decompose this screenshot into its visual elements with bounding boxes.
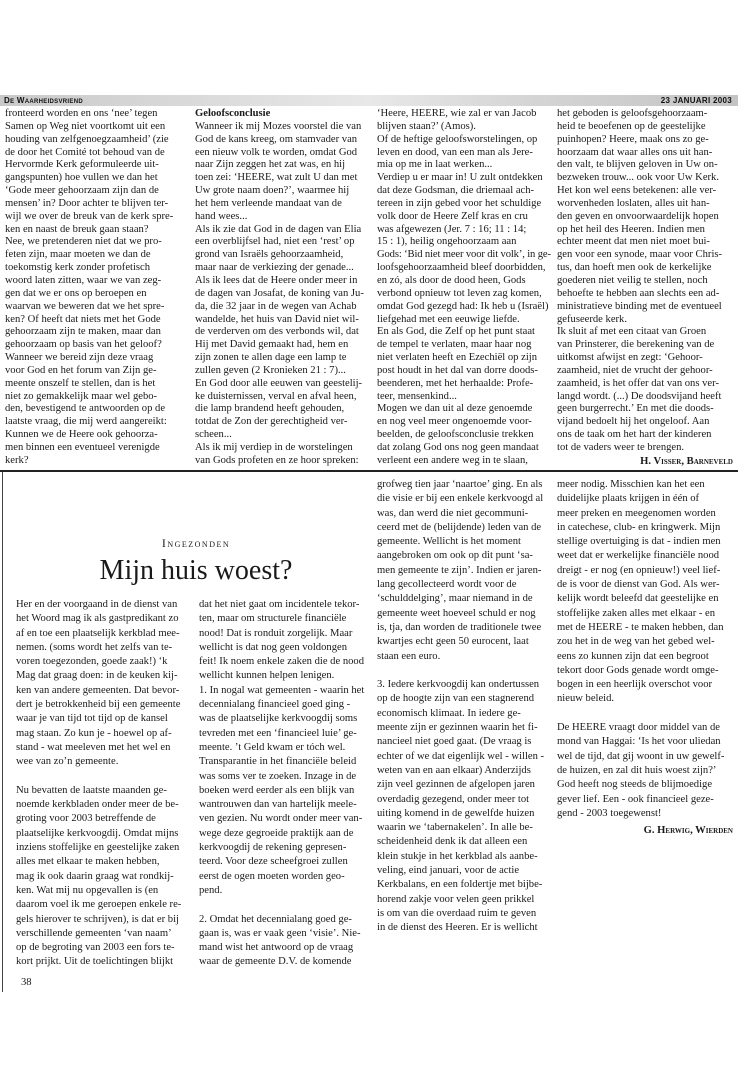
text-line: een overblijfsel had, niet een ‘rest’ op [195,236,355,248]
text-line: zou het in de weg van het gebed wel- [557,636,715,648]
text-line: gemeente. Wellicht is het moment [377,536,521,548]
text-line: ken van andere gemeenten. Dat bevor- [16,684,180,696]
text-line: mia op me in laat werken... [377,159,493,171]
text-line: bogen in een heerlijk overschot voor [557,679,713,691]
text-line: ten, maar om structurele financiële [199,613,347,625]
text-line: niet verlaten heeft en Ezechiël op zijn [377,352,538,364]
bottom-article-column-1 [16,598,194,970]
text-line: die visie er bij een enkele kerkvoogd al [377,493,544,505]
text-line: inziens stoffelijke en geestelijke zaken [16,842,180,854]
text-line: tekort door Gods genade wordt omge- [557,664,719,676]
text-line: van Prinsterer, die berekening van de [557,339,715,351]
text-line: toen zei: ‘HEERE, wat zult U dan met [195,172,358,184]
section-divider [0,470,738,472]
text-line: de dagen van Josafat, de koning van Ju- [195,287,364,299]
text-line: zaamheid, is het offer dat van ons ver- [557,377,719,389]
text-line: zullen geven (2 Kronieken 21 : 7)... [195,364,346,376]
article-title: Mijn huis woest? [99,555,293,586]
text-line: zaamheid, niet de vrucht der gehoor- [557,364,713,376]
text-line: Gods: ‘Bid niet meer voor dit volk’, in ge- [377,249,551,261]
text-line: Nu bevatten de laatste maanden ge- [16,784,167,796]
text-line: scheen... [195,429,232,441]
text-line: weten van en aan elkaar) Anderzijds [377,764,531,776]
column-rule [2,472,3,992]
text-line: gemeente weet hoeveel schuld er nog [377,607,536,619]
text-line: af en toe een plaatselijk kerkblad mee- [16,627,180,639]
text-line: goederen niet veilig te stellen, noch [557,274,708,286]
text-line: gefuseerde kerk. [557,313,627,325]
text-line: Samen op Weg niet voortkomt uit een [5,120,166,132]
text-line: klein stukje in het kerkblad als aanbe- [377,850,538,862]
text-line: mag staan. Zo kun je - hoewel op af- [16,727,172,739]
text-line: de door het Comité tot behoud van de [5,146,165,158]
text-line: hand wees... [195,210,248,222]
text-line: kerkvoogdij de rekening gepresen- [199,842,347,854]
text-line: En als God, die Zelf op het punt staat [377,326,535,338]
text-line: Kerkbalans, en een foldertje met bijbe- [377,879,543,891]
text-line: in catechese, club- en kringwerk. Mijn [557,521,721,533]
text-line: behoefte te hebben aan slechts een ad- [557,287,720,299]
top-article-column-1 [5,108,185,468]
text-line: Verdiep u er maar in! U zult ontdekken [377,172,543,184]
text-line: Geloofsconclusie [195,108,271,119]
text-line: nancieel niet goed gaat. (De vraag is [377,736,532,748]
text-line: meer nodig. Misschien kan het een [557,479,705,490]
text-line: kort prijkt. Uit de toelichtingen blijkt [16,956,174,968]
text-line: was soms ver te zoeken. Inzage in de [199,770,357,782]
text-line: kwartjes echt geen 50 eurocent, laat [377,636,529,648]
text-line: op de hoogte zijn van een stagnerend [377,693,535,705]
text-line: wellicht is dat nog geen voldongen [199,641,347,653]
text-line: gels hierover te schrijven), is dat er bij [16,913,179,925]
text-line: ‘Gode meer gehoorzaam zijn dan de [5,185,159,197]
text-line: Als ik mij verdiep in de worstelingen [195,441,353,453]
text-line: zijn veel gezinnen de afgelopen jaren [377,779,535,791]
paragraph-break [16,770,194,784]
text-line: Als ik zie dat God in de dagen van Elia [195,223,362,235]
text-line: scheidenheid denk ik dat alleen een [377,836,528,848]
text-line: waar de gemeente D.V. de komende [199,956,352,968]
text-line: tus, dan hoeft men ook de kerkelijke [557,262,712,274]
text-line: uiting komend in de gewelfde huizen [377,807,535,819]
text-line: voren toegezonden, goede zaak!) ‘k [16,656,168,668]
text-line: Hervormde Kerk geformuleerde uit- [5,159,159,171]
text-line: wee van zo’n gemeente. [16,756,119,768]
text-line: Mag dat graag doen: in de keuken kij- [16,670,178,682]
text-line: dert je betrokkenheid bij een gemeente [16,699,181,711]
text-line: de tempel te verlaten, maar haar nog [377,339,532,351]
text-line: nieuw beleid. [557,693,615,705]
text-line: verbond opnieuw tot leven zag komen, [377,287,542,299]
text-line: teerd. Voor deze scheefgroei zullen [199,856,348,868]
text-line: plaatselijke kerkvoogdij. Omdat mijns [16,827,179,839]
text-line: gehoorzaam op basis van het geloof? [5,339,162,351]
text-line: omdat God gezegd had: Ik heb u (Israël) [377,300,549,312]
text-line: gehoorzaam zijn te maken, maar dan [5,326,161,338]
text-line: stellige overtuiging is dat - indien men [557,536,721,548]
text-line: fronteerd worden en ons ‘nee’ tegen [5,108,158,119]
text-line: mag ik ook daarin graag wat rondkij- [16,870,174,882]
text-line: boeken werd eerder als een blijk van [199,784,355,796]
text-line: beenderen, met het herhaalde: Profe- [377,377,534,389]
text-line: totdat de Zon der gerechtigheid ver- [195,416,348,428]
text-line: dat zolang God ons nog geen mandaat [377,441,539,453]
text-line: de verderven om des verbonds wil, dat [195,326,359,338]
text-line: teer, mensenkind... [377,390,457,402]
text-line: kerk? [5,454,29,466]
text-line: gever lief. Een - ook financieel geze- [557,793,714,805]
text-line: tevreden met een ‘financieel luie’ ge- [199,727,357,739]
text-line: waarin we ‘tabernakelen’. In alle be- [377,822,533,834]
text-line: groting voor 2003 betreffende de [16,813,156,825]
text-line: lang gecollecteerd wordt voor de [377,579,517,591]
text-line: verleent een andere weg in te slaan, [377,454,528,466]
text-line: laatste vraag, die mij werd aangereikt: [5,416,167,428]
text-line: tereen in zijn gebed voor het schuldige [377,197,542,209]
text-line: duidelijke plaats krijgen in één of [557,493,700,505]
text-line: grofweg tien jaar ‘naartoe’ ging. En als [377,479,543,490]
text-line: decennialang financieel goed ging - [199,699,351,711]
text-line: En God door alle eeuwen van geestelij- [195,377,363,389]
text-line: pend. [199,884,223,896]
text-line: wandelde, het huis van David niet wil- [195,313,359,325]
text-line: ken. Wat mij nu opgevallen is (en [16,884,159,896]
text-line: ken en naast de breuk gaan staan? [5,223,149,235]
text-line: God heeft nog steeds de blijmoedige [557,779,713,791]
text-line: die lamp brandend heeft gehouden, [195,403,345,415]
text-line: dreigt - er nog (en opnieuw!) veel lief- [557,564,721,576]
text-line: ke duisternissen, verval en afval heen, [195,390,357,402]
text-line: Her en der voorgaand in de dienst van [16,599,178,610]
text-line: heid te beoefenen op de geestelijke [557,120,706,132]
text-line: ministratieve binding met de eventueel [557,300,722,312]
text-line: worvenheden loslaten, alles uit han- [557,197,710,209]
text-line: feten zijn, maar moeten we dan de [5,249,151,261]
text-line: Ik sluit af met een citaat van Groen [557,326,707,338]
text-line: woord laten zitten, waar we van zeg- [5,274,162,286]
text-line: gangspunten) hoe vullen we dan het [5,172,158,184]
text-line: de is voor de dienst van God. Als wer- [557,579,720,591]
top-article-column-2 [195,108,372,468]
top-article-column-4 [557,108,733,455]
text-line: toekomstig kerk zonder profetisch [5,262,151,274]
text-line: voor God en het forum van Zijn ge- [5,364,157,376]
text-line: zijn zonen te allen dage een lamp te [195,352,347,364]
text-line: economisch klimaat. In iedere ge- [377,707,521,719]
text-line: en zó, als door de dood heen, Gods [377,274,526,286]
text-line: volk door de Heere Zelf kras en cru [377,210,528,222]
text-line: Nee, we pretenderen niet dat we pro- [5,236,162,248]
text-line: wege deze gegroeide praktijk aan de [199,827,354,839]
text-line: gaan is, was er vaak geen ‘visie’. Nie- [199,927,361,939]
text-line: daarom voel ik me geroepen enkele re- [16,899,182,911]
text-line: is, tja, dan worden de traditionele twee [377,621,542,633]
text-line: 1. In nogal wat gemeenten - waarin het [199,684,365,696]
text-line: wijl we over de breuk van de kerk spre- [5,210,174,222]
text-line: ken? Of heeft dat niets met het Gode [5,313,161,325]
text-line: men gemeente te zijn’. Indien er jaren- [377,564,542,576]
text-line: Wanneer we bereid zijn deze vraag [5,352,154,364]
text-line: het hem verleende mandaat van de [195,197,342,209]
text-line: Transparantie in het financiële beleid [199,756,357,768]
text-line: veling, eind januari, voor de actie [377,865,520,877]
text-line: het Woord mag ik als gastpredikant zo [16,613,179,625]
text-line: naar Zijn zeggen het zat was, en hij [195,159,346,171]
text-line: liefgehad met een eeuwige liefde. [377,313,520,325]
text-line: vijand bedoelt hij het ongeloof. Aan [557,416,710,428]
text-line: 3. Iedere kerkvoogdij kan ondertussen [377,679,540,691]
text-line: stand - wat meeleven met het wel en [16,741,171,753]
text-line: Mogen we dan uit al deze genoemde [377,403,533,415]
text-line: den geven en onvoorwaardelijk hopen [557,210,719,222]
text-line: noemde kerkbladen onder meer de be- [16,799,179,811]
text-line: meer preken en meegenomen worden [557,507,716,519]
text-line: De HEERE vraagt door middel van de [557,722,720,734]
text-line: staan een euro. [377,650,441,662]
text-line: da, die 32 jaar in de wegen van Achab [195,300,357,312]
text-line: ‘Heere, HEERE, wie zal er van Jacob [377,108,537,119]
text-line: leven en dood, van een man als Jere- [377,146,533,158]
text-line: Het kon wel eens betekenen: alle ver- [557,185,717,197]
text-line: Of de heftige geloofsworstelingen, op [377,133,538,145]
text-line: Kunnen we de Heere ook gehoorza- [5,429,158,441]
text-line: niet zo gemakkelijk maar wel gebo- [5,390,158,402]
text-line: nood! Dat is ronduit zorgelijk. Maar [199,627,353,639]
text-line: den, bevestigend te antwoorden op de [5,403,166,415]
text-line: houding van zelfgenoegzaamheid’ (zie [5,133,169,145]
text-line: in de dienst des Heeren. Er is wellicht [377,922,538,934]
text-line: is om van die overdaad ruim te geven [377,907,537,919]
text-line: mand wist het antwoord op de vraag [199,942,354,954]
top-article-column-3 [377,108,552,468]
text-line: met de HEERE - te maken hebben, dan [557,621,724,633]
running-header [0,95,738,106]
text-line: maar naar de verkiezing der genade... [195,262,354,274]
text-line: uitkomst afwijst en zegt: ‘Gehoor- [557,352,703,364]
text-line: geen burgerrecht.’ En met die doods- [557,403,714,415]
text-line: waar je van tijd tot tijd op de kansel [16,713,168,725]
text-line: horend zakje voor velen geen prikkel [377,893,535,905]
text-line: stoffelijke zaken alles met elkaar - en [557,607,716,619]
top-article-signature: H. Visser, Barneveld [640,456,733,467]
text-line: wantrouwen dan van hartelijk meele- [199,799,357,811]
paragraph-break [557,707,733,721]
bottom-article-signature: G. Herwig, Wierden [643,825,733,836]
text-line: meente onszelf te stellen, dan is het [5,377,156,389]
text-line: post houdt in het dal van dorre doods- [377,364,538,376]
text-line: was afgewezen (Jer. 7 : 16; 11 : 14; [377,223,527,235]
text-line: ven gezien. Nu wordt onder meer van- [199,813,363,825]
issue-date: 23 JANUARI 2003 [660,96,732,105]
bottom-article-column-4 [557,478,733,821]
bottom-article-column-3 [377,478,552,936]
text-line: ceerd met de (belijdende) leden van de [377,521,542,533]
text-line: Hij met David gemaakt had, hem en [195,339,349,351]
text-line: 15 : 1), heilig ongehoorzaam aan [377,236,517,248]
text-line: Wanneer ik mij Mozes voorstel die van [195,120,362,132]
text-line: echter meent dat men niet moet bui- [557,236,710,248]
text-line: wellicht kunnen helpen lenigen. [199,670,335,682]
text-line: dat het niet gaat om incidentele tekor- [199,599,360,610]
text-line: beelden, de geloofsconclusie trekken [377,429,534,441]
text-line: de huizen, en zal dit huis woest zijn?’ [557,764,717,776]
text-line: blijven staan?’ (Amos). [377,120,476,132]
text-line: Als ik lees dat de Heere onder meer in [195,274,358,286]
text-line: bezweken trouw... ook voor Uw Kerk. [557,172,719,184]
text-line: tot de vaders weer te brengen. [557,441,685,453]
text-line: een nieuw volk te worden, omdat God [195,146,358,158]
text-line: ons de taak om het hart der kinderen [557,429,712,441]
publication-name: De Waarheidsvriend [4,96,83,105]
text-line: 2. Omdat het decennialang goed ge- [199,913,352,925]
text-line: echter of we dat eigenlijk wel - willen - [377,750,545,762]
text-line: overdadig gezegend, onder meer tot [377,793,530,805]
text-line: men binnen een eventueel verenigde [5,441,160,453]
text-line: en nog veel meer ongenoemde voor- [377,416,532,428]
text-line: loofsgehoorzaamheid bleef doorbidden, [377,262,546,274]
text-line: mensen’ in? Door achter te blijven ter- [5,197,169,209]
text-line: alles met elkaar te maken hebben, [16,856,160,868]
text-line: op het heil des Heeren. Indien men [557,223,705,235]
text-line: wel de tijd, dat gij woont in uw gewelf- [557,750,725,762]
text-line: grond van Israëls gehoorzaamheid, [195,249,344,261]
text-line: kelijk wordt beleefd dat geestelijke en [557,593,719,605]
text-line: weet dat er werkelijke financiële nood [557,550,720,562]
text-line: hoorzaam dat waar alles ons uit han- [557,146,713,158]
text-line: Uw grote naam doen?’, waarmee hij [195,185,350,197]
section-kicker: Ingezonden [161,536,231,550]
text-line: meente zijn er gezinnen waarin het fi- [377,722,538,734]
bottom-article-column-2 [199,598,373,970]
text-line: dat deze Godsman, die driemaal ach- [377,185,535,197]
text-line: was de plaatselijke kerkvoogdij soms [199,713,358,725]
text-line: was, dan werd die niet gecommuni- [377,507,529,519]
text-line: eens zo kunnen zijn dat een begroot [557,650,709,662]
text-line: puinhopen? Heere, maak ons zo ge- [557,133,709,145]
text-line: waarvan we beweren dat we het spre- [5,300,165,312]
paragraph-break [377,664,552,678]
text-line: eerst de ogen moeten worden geo- [199,870,345,882]
text-line: verschillende gemeenten ‘van naam’ [16,927,172,939]
text-line: feit! Ik noem enkele zaken die de nood [199,656,365,668]
text-line: gend - 2003 toegewenst! [557,807,662,819]
paragraph-break [199,898,373,912]
text-line: van Gods profeten en ze hoor spreken: [195,454,359,466]
page-number: 38 [21,977,32,988]
text-line: gen voor een synode, maar voor Chris- [557,249,723,261]
text-line: nemen. (soms wordt het zelfs van te- [16,641,173,653]
text-line: gen dat we er ons op beroepen en [5,287,147,299]
text-line: meente. ’t Geld kwam er tóch wel. [199,741,346,753]
text-line: mond van Haggai: ‘Is het voor uliedan [557,736,721,748]
text-line: God de kans kreeg, om stamvader van [195,133,358,145]
text-line: langd wordt. (...) De doodsvijand heeft [557,390,722,402]
text-line: het geboden is geloofsgehoorzaam- [557,108,708,119]
text-line: op de begroting van 2003 een fors te- [16,942,175,954]
text-line: den valt, te blijven geloven in Uw on- [557,159,718,171]
text-line: ‘schulddelging’, maar niemand in de [377,593,533,605]
text-line: aangebroken om ook op dit punt ‘sa- [377,550,533,562]
